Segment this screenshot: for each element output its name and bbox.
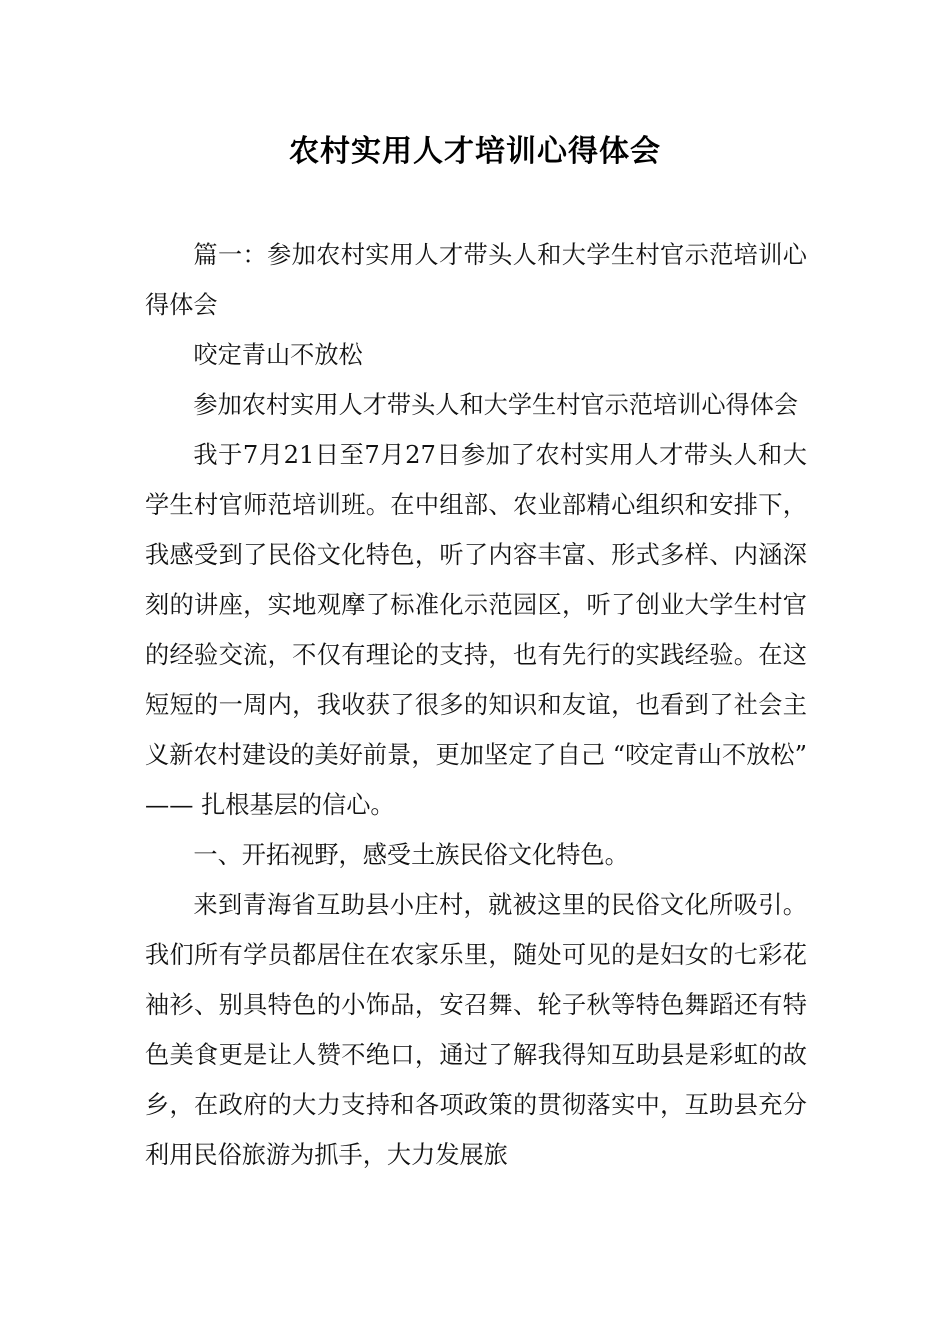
document-body [145, 230, 807, 1180]
paragraph-intro: 我于7月21日至7月27日参加了农村实用人才带头人和大学生村官师范培训班。在中组部、农业部精心组织和安排下，我感受到了民俗文化特色，听了内容丰富、形式多样、内涵深刻的讲座，实地观摩了标准化示范园区，听了创业大学生村官的经验交流，不仅有理论的支持，也有先行的实践经验。在这短短的一周内，我收获了很多的知识和友谊，也看到了社会主义新农村建设的美好前景，更加坚定了自己 “咬定青山不放松” —— 扎根基层的信心。 [145, 441, 807, 819]
paragraph-article-title: 参加农村实用人才带头人和大学生村官示范培训心得体会 [193, 391, 799, 419]
paragraph-point-one-body: 来到青海省互助县小庄村，就被这里的民俗文化所吸引。我们所有学员都居住在农家乐里，随处可见的是妇女的七彩花袖衫、别具特色的小饰品，安召舞、轮子秋等特色舞蹈还有特色美食更是让人赞不绝口，通过了解我得知互助县是彩虹的故乡，在政府的大力支持和各项政策的贯彻落实中，互助县充分利用民俗旅游为抓手，大力发展旅 [145, 891, 807, 1169]
paragraph-subtitle: 咬定青山不放松 [193, 341, 363, 369]
paragraph-section-heading: 篇一：参加农村实用人才带头人和大学生村官示范培训心得体会 [145, 241, 807, 319]
document-title: 农村实用人才培训心得体会 [289, 134, 661, 169]
paragraph-point-one-heading: 一、开拓视野，感受土族民俗文化特色。 [193, 841, 629, 869]
